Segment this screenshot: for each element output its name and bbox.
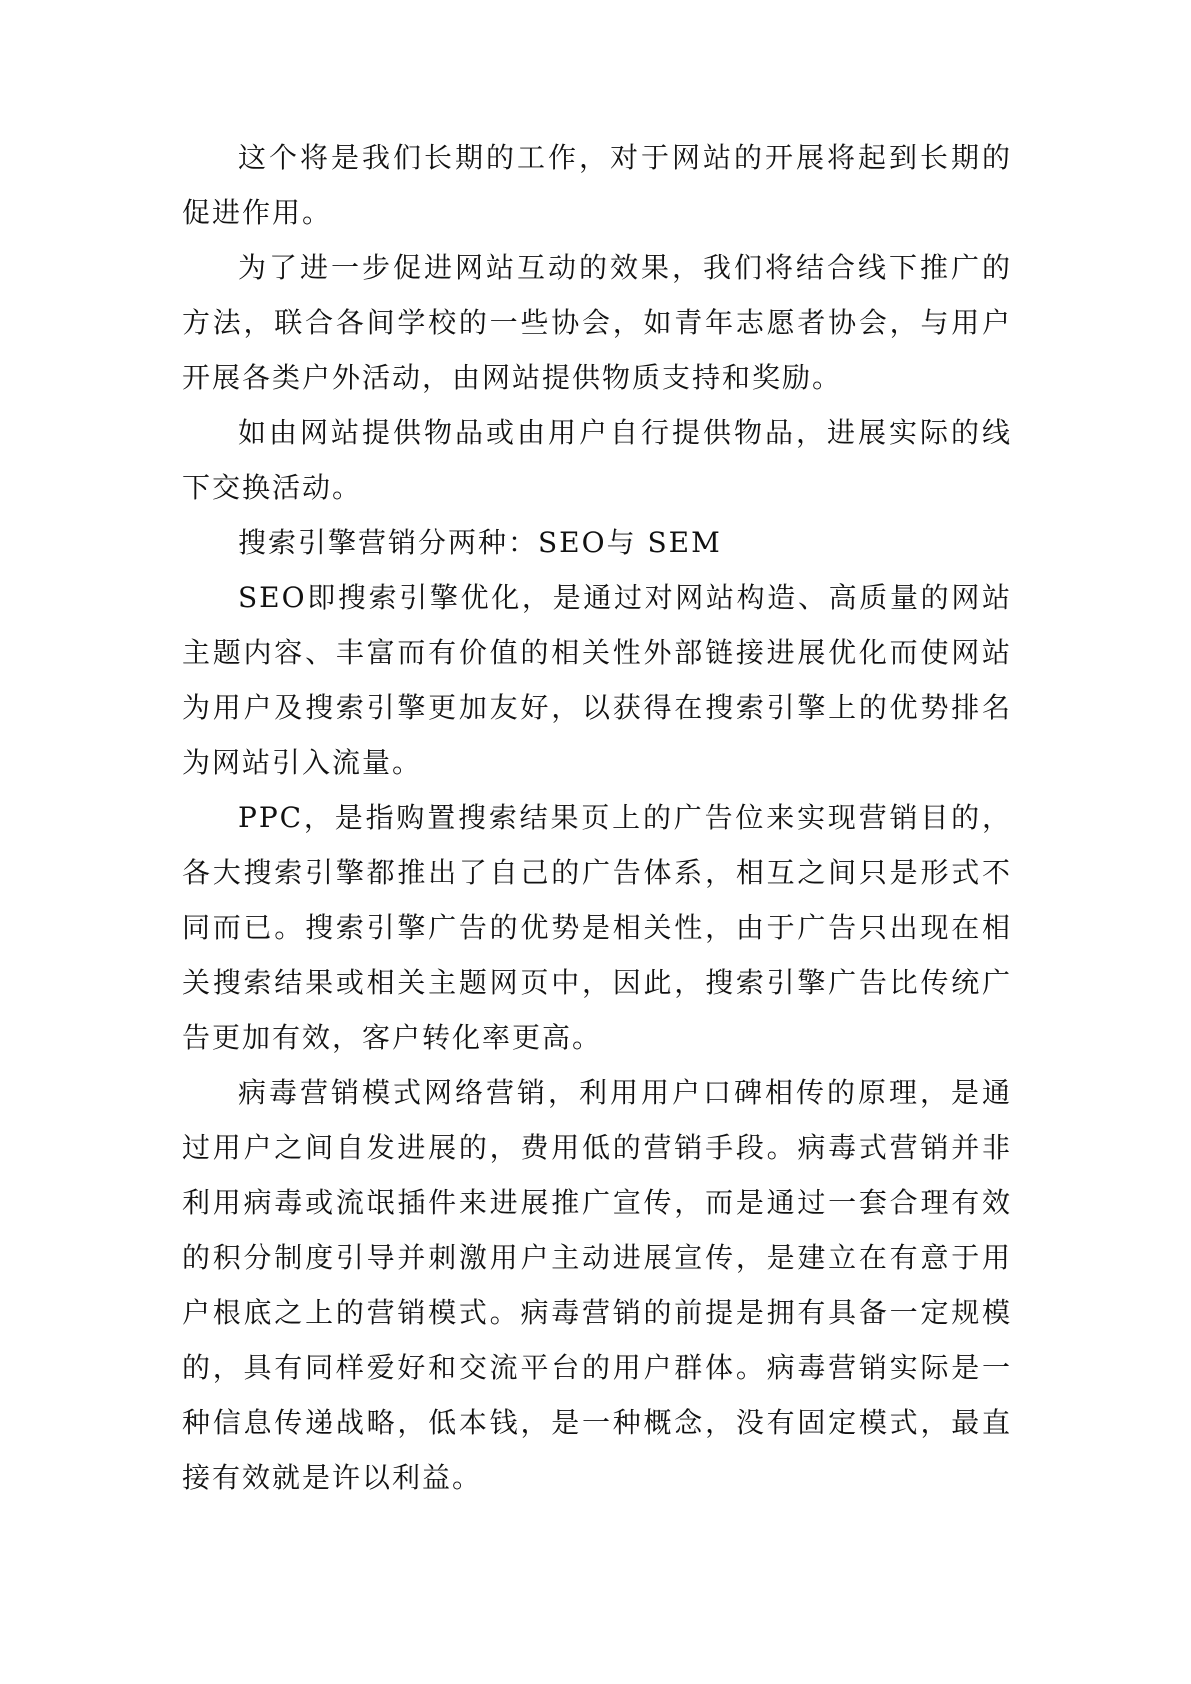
paragraph-1: 这个将是我们长期的工作，对于网站的开展将起到长期的促进作用。 [182, 141, 1012, 229]
paragraph-5: SEO即搜索引擎优化，是通过对网站构造、高质量的网站主题内容、丰富而有价值的相关性外部链接进展优化而使网站为用户及搜索引擎更加友好，以获得在搜索引擎上的优势排名为网站引入流量。 [182, 581, 1012, 779]
paragraph-6: PPC，是指购置搜索结果页上的广告位来实现营销目的，各大搜索引擎都推出了自己的广告体系，相互之间只是形式不同而已。搜索引擎广告的优势是相关性，由于广告只出现在相关搜索结果或相关主题网页中，因此，搜索引擎广告比传统广告更加有效，客户转化率更高。 [182, 801, 1012, 1054]
document-body [182, 130, 1012, 1505]
paragraph-2: 为了进一步促进网站互动的效果，我们将结合线下推广的方法，联合各间学校的一些协会，如青年志愿者协会，与用户开展各类户外活动，由网站提供物质支持和奖励。 [182, 251, 1012, 394]
paragraph-4: 搜索引擎营销分两种：SEO与 SEM [238, 526, 722, 559]
paragraph-7: 病毒营销模式网络营销，利用用户口碑相传的原理，是通过用户之间自发进展的，费用低的营销手段。病毒式营销并非利用病毒或流氓插件来进展推广宣传，而是通过一套合理有效的积分制度引导并刺激用户主动进展宣传，是建立在有意于用户根底之上的营销模式。病毒营销的前提是拥有具备一定规模的，具有同样爱好和交流平台的用户群体。病毒营销实际是一种信息传递战略，低本钱，是一种概念，没有固定模式，最直接有效就是许以利益。 [182, 1076, 1012, 1494]
paragraph-3: 如由网站提供物品或由用户自行提供物品，进展实际的线下交换活动。 [182, 416, 1012, 504]
